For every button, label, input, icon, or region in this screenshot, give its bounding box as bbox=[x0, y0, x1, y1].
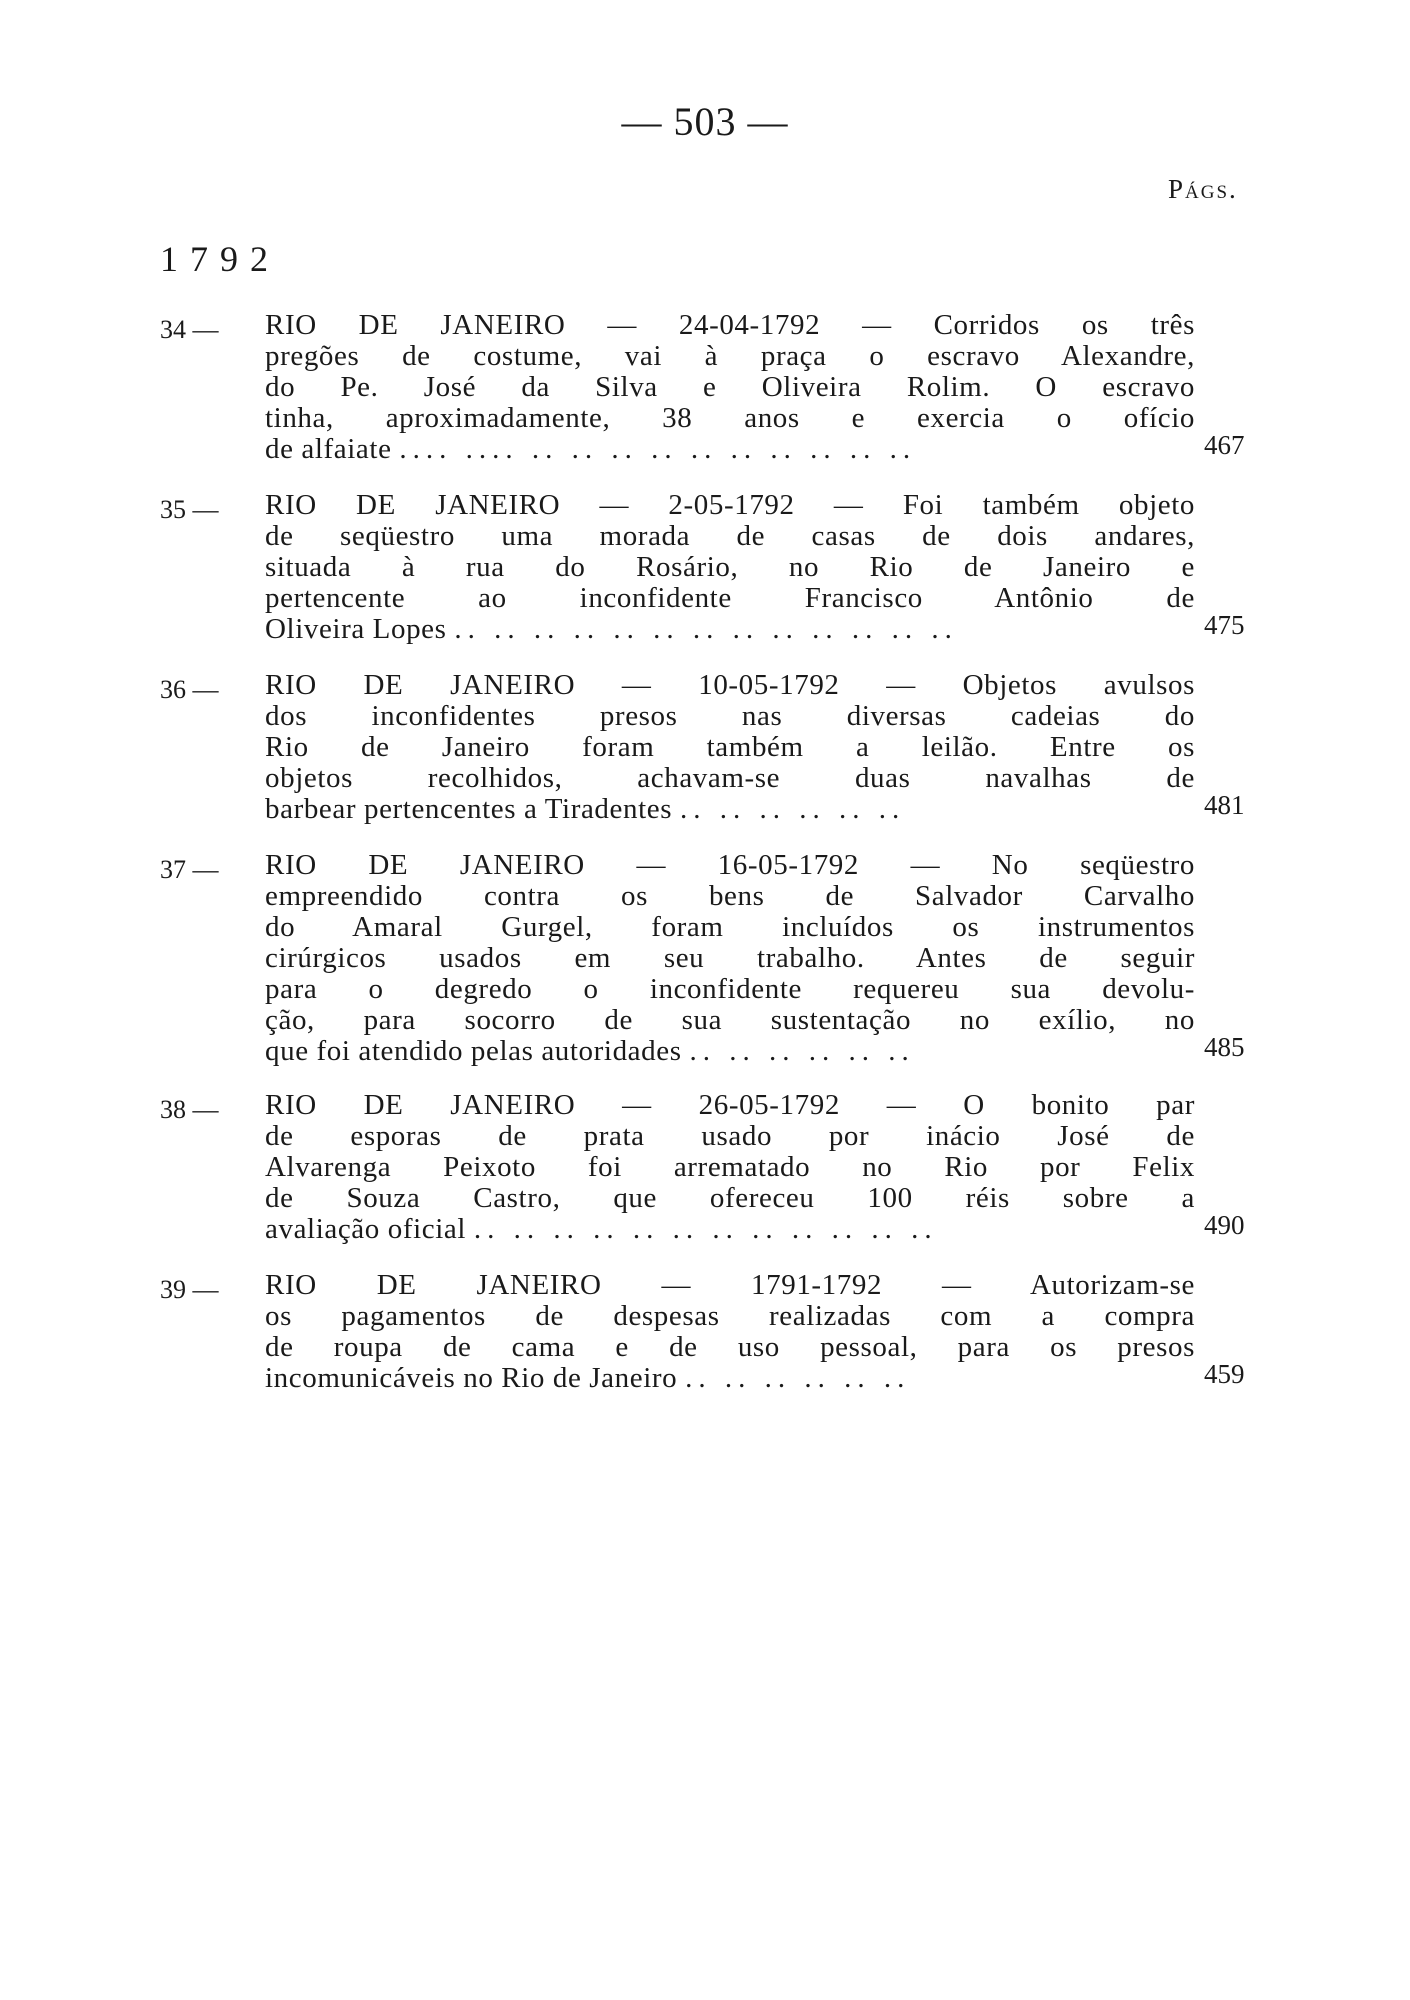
entry-line: de esporas de prata usado por inácio José de bbox=[265, 1121, 1195, 1152]
entry-line: RIO DE JANEIRO — 10-05-1792 — Objetos avulsos bbox=[265, 670, 1195, 701]
entry-last-text: que foi atendido pelas autoridades bbox=[265, 1036, 690, 1067]
entry-line: situada à rua do Rosário, no Rio de Janeiro e bbox=[265, 552, 1195, 583]
entry-number: 37 — bbox=[160, 855, 219, 884]
dot-leader: .. .. .. .. .. .. bbox=[685, 1363, 911, 1394]
entry-line: de seqüestro uma morada de casas de dois andares, bbox=[265, 521, 1195, 552]
entry-last-text: avaliação oficial bbox=[265, 1214, 474, 1245]
entry-line: empreendido contra os bens de Salvador Carvalho bbox=[265, 881, 1195, 912]
entry-last-text: barbear pertencentes a Tiradentes bbox=[265, 794, 680, 825]
entry-line: do Amaral Gurgel, foram incluídos os instrumentos bbox=[265, 912, 1195, 943]
entry-page-ref: 481 bbox=[1204, 790, 1245, 820]
entry-last-line bbox=[265, 614, 1195, 645]
entry-page-ref: 475 bbox=[1204, 610, 1245, 640]
entry-last-text: Oliveira Lopes bbox=[265, 614, 455, 645]
dot-leader: .. .. .. .. .. .. .. .. .. .. .. .. .. bbox=[454, 614, 958, 645]
entry-line: RIO DE JANEIRO — 2-05-1792 — Foi também objeto bbox=[265, 490, 1195, 521]
entry-number: 35 — bbox=[160, 495, 219, 524]
entry-last-line bbox=[265, 794, 1195, 825]
entry-last-line bbox=[265, 1214, 1195, 1245]
entry-line: RIO DE JANEIRO — 1791-1792 — Autorizam-se bbox=[265, 1270, 1195, 1301]
entry-text bbox=[265, 1090, 1195, 1245]
entry-line: de roupa de cama e de uso pessoal, para os presos bbox=[265, 1332, 1195, 1363]
entry-text bbox=[265, 1270, 1195, 1394]
dot-leader: .. .. .. .. .. .. bbox=[679, 794, 906, 825]
entry-text bbox=[265, 490, 1195, 645]
pags-label: Págs. bbox=[1168, 174, 1238, 204]
entry-page-ref: 490 bbox=[1204, 1210, 1245, 1240]
entry-last-line bbox=[265, 1036, 1195, 1067]
entry-line: cirúrgicos usados em seu trabalho. Antes de seguir bbox=[265, 943, 1195, 974]
entry-number: 34 — bbox=[160, 315, 219, 344]
entry-line: para o degredo o inconfidente requereu sua devolu- bbox=[265, 974, 1195, 1005]
entry-last-text: de alfaiate bbox=[265, 434, 400, 465]
entry-line: de Souza Castro, que ofereceu 100 réis sobre a bbox=[265, 1183, 1195, 1214]
page-number: — 503 — bbox=[621, 99, 789, 144]
entry-line: RIO DE JANEIRO — 16-05-1792 — No seqüestro bbox=[265, 850, 1195, 881]
entry-line: Alvarenga Peixoto foi arrematado no Rio por Felix bbox=[265, 1152, 1195, 1183]
entry-line: do Pe. José da Silva e Oliveira Rolim. O escravo bbox=[265, 372, 1195, 403]
dot-leader: .... .... .. .. .. .. .. .. .. .. .. .. bbox=[399, 434, 917, 465]
entry-number: 38 — bbox=[160, 1095, 219, 1124]
entry-line: tinha, aproximadamente, 38 anos e exercia o ofício bbox=[265, 403, 1195, 434]
dot-leader: .. .. .. .. .. .. .. .. .. .. .. .. bbox=[473, 1214, 938, 1245]
entry-line: Rio de Janeiro foram também a leilão. Entre os bbox=[265, 732, 1195, 763]
year-heading: 1792 bbox=[160, 239, 280, 279]
entry-last-text: incomunicáveis no Rio de Janeiro bbox=[265, 1363, 686, 1394]
entry-line: objetos recolhidos, achavam-se duas navalhas de bbox=[265, 763, 1195, 794]
entry-number: 39 — bbox=[160, 1275, 219, 1304]
entry-line: dos inconfidentes presos nas diversas cadeias do bbox=[265, 701, 1195, 732]
entry-line: RIO DE JANEIRO — 24-04-1792 — Corridos os três bbox=[265, 310, 1195, 341]
entry-line: os pagamentos de despesas realizadas com a compra bbox=[265, 1301, 1195, 1332]
entry-last-line bbox=[265, 434, 1195, 465]
entry-last-line bbox=[265, 1363, 1195, 1394]
entry-page-ref: 459 bbox=[1204, 1359, 1245, 1389]
entry-page-ref: 485 bbox=[1204, 1032, 1245, 1062]
entry-text bbox=[265, 850, 1195, 1067]
entry-number: 36 — bbox=[160, 675, 219, 704]
entry-line: ção, para socorro de sua sustentação no exílio, no bbox=[265, 1005, 1195, 1036]
dot-leader: .. .. .. .. .. .. bbox=[689, 1036, 915, 1067]
entry-text bbox=[265, 310, 1195, 465]
entry-line: pertencente ao inconfidente Francisco Antônio de bbox=[265, 583, 1195, 614]
entry-page-ref: 467 bbox=[1204, 430, 1245, 460]
entry-line: pregões de costume, vai à praça o escravo Alexandre, bbox=[265, 341, 1195, 372]
entry-line: RIO DE JANEIRO — 26-05-1792 — O bonito par bbox=[265, 1090, 1195, 1121]
entry-text bbox=[265, 670, 1195, 825]
